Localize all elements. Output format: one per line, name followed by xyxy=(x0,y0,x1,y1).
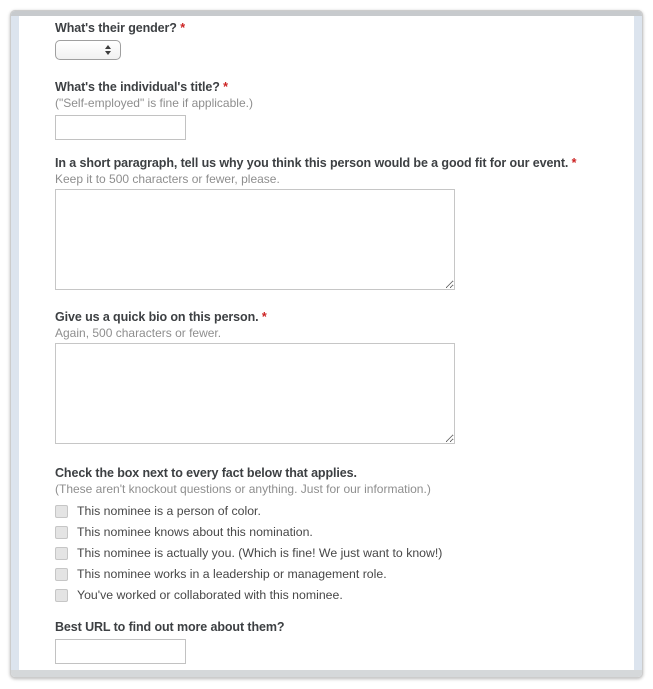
question-title xyxy=(55,80,620,140)
fit-paragraph-textarea[interactable] xyxy=(55,189,455,290)
question-label-text: In a short paragraph, tell us why you think this person would be a good fit for our event. xyxy=(55,156,569,170)
checkbox-row-leadership-role[interactable] xyxy=(55,567,620,581)
arrow-up-icon xyxy=(105,45,111,49)
question-hint: Keep it to 500 characters or fewer, please. xyxy=(55,172,280,186)
checkbox-label: This nominee is a person of color. xyxy=(77,504,261,518)
checkbox-row-person-of-color[interactable] xyxy=(55,504,620,518)
checkbox[interactable] xyxy=(55,526,68,539)
checkbox[interactable] xyxy=(55,589,68,602)
checkbox-row-is-actually-you[interactable] xyxy=(55,546,620,560)
checkbox-list xyxy=(55,504,620,602)
question-label-text: Best URL to find out more about them? xyxy=(55,620,285,634)
checkbox-label: This nominee works in a leadership or management role. xyxy=(77,567,387,581)
question-label-text: Give us a quick bio on this person. xyxy=(55,310,259,324)
question-label-text: What's their gender? xyxy=(55,21,177,35)
select-stepper-icon xyxy=(105,45,111,55)
checkbox-row-worked-with-nominee[interactable] xyxy=(55,588,620,602)
arrow-down-icon xyxy=(105,51,111,55)
left-gutter xyxy=(11,16,19,670)
form-content xyxy=(19,16,634,670)
question-label xyxy=(55,156,620,171)
form-card xyxy=(10,10,643,678)
question-label-text: Check the box next to every fact below that applies. xyxy=(55,466,357,480)
question-fact-checkboxes xyxy=(55,466,620,602)
checkbox[interactable] xyxy=(55,547,68,560)
checkbox-label: This nominee is actually you. (Which is fine! We just want to know!) xyxy=(77,546,443,560)
question-hint: Again, 500 characters or fewer. xyxy=(55,326,222,340)
checkbox[interactable] xyxy=(55,568,68,581)
title-input[interactable] xyxy=(55,115,186,140)
checkbox[interactable] xyxy=(55,505,68,518)
question-fit-paragraph xyxy=(55,156,620,290)
required-asterisk: * xyxy=(571,156,577,170)
checkbox-row-knows-about-nomination[interactable] xyxy=(55,525,620,539)
question-label-text: What's the individual's title? xyxy=(55,80,220,94)
question-label xyxy=(55,310,620,325)
card-bottom-edge xyxy=(11,670,642,677)
question-gender xyxy=(55,21,620,60)
bio-textarea[interactable] xyxy=(55,343,455,444)
question-hint: ("Self-employed" is fine if applicable.) xyxy=(55,96,253,110)
question-label xyxy=(55,80,620,95)
required-asterisk: * xyxy=(223,80,228,94)
right-gutter xyxy=(634,16,642,670)
question-label xyxy=(55,620,620,635)
gender-select[interactable] xyxy=(55,40,121,60)
question-label xyxy=(55,466,620,481)
question-best-url xyxy=(55,620,620,664)
question-hint: (These aren't knockout questions or anything. Just for our information.) xyxy=(55,482,431,496)
required-asterisk: * xyxy=(261,310,267,324)
url-input[interactable] xyxy=(55,639,186,664)
checkbox-label: This nominee knows about this nomination. xyxy=(77,525,313,539)
question-label xyxy=(55,21,620,36)
checkbox-label: You've worked or collaborated with this nominee. xyxy=(77,588,343,602)
question-bio xyxy=(55,310,620,444)
required-asterisk: * xyxy=(180,21,185,35)
